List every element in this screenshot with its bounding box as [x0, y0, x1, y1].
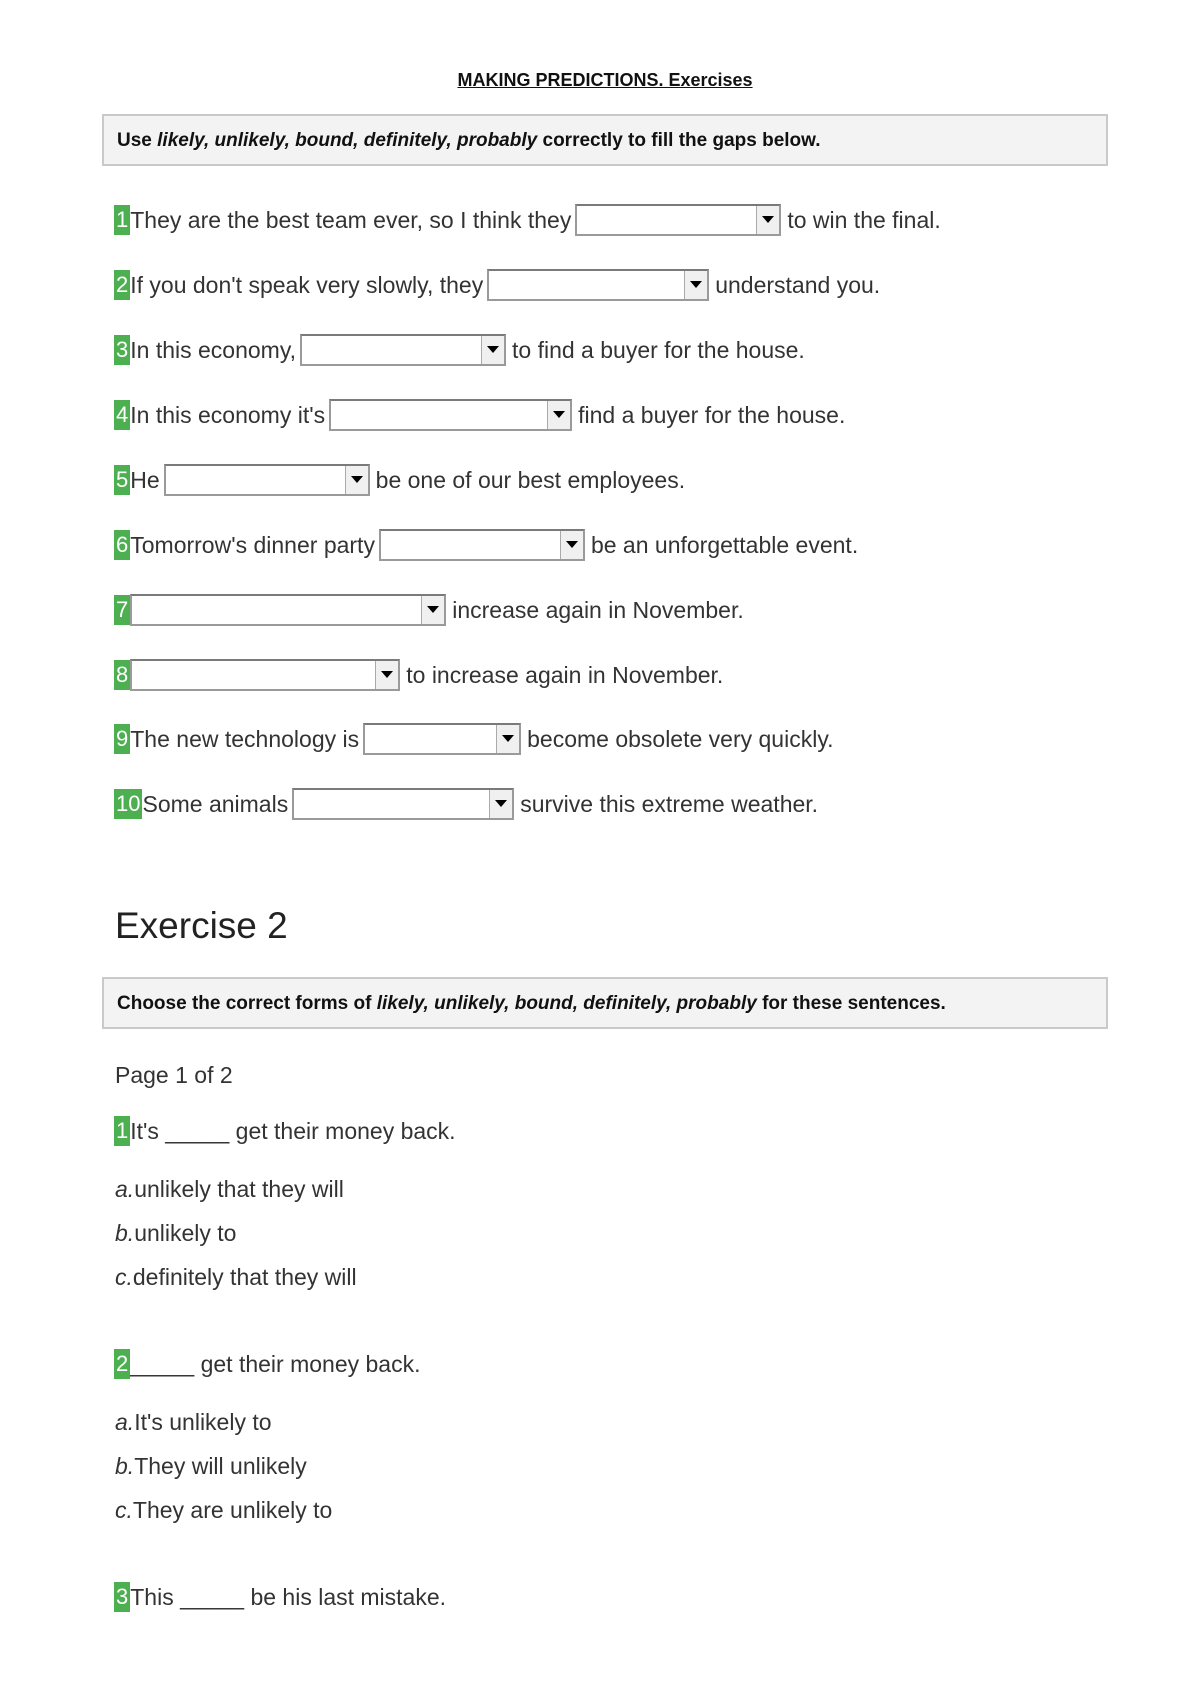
gap-question-3 — [114, 332, 805, 368]
instruction-prefix: Choose the correct forms of — [117, 993, 377, 1014]
mcq-option[interactable] — [115, 1453, 307, 1480]
chevron-down-icon — [560, 531, 583, 559]
question-number: 3 — [114, 335, 130, 365]
answer-dropdown[interactable] — [487, 269, 709, 301]
exercise1-instruction — [102, 114, 1108, 166]
exercise2-instruction — [102, 977, 1108, 1029]
gap-question-7 — [114, 592, 744, 628]
mcq-option[interactable] — [115, 1220, 236, 1247]
mcq-option[interactable] — [115, 1264, 357, 1291]
mcq-question-1 — [114, 1116, 456, 1146]
chevron-down-icon — [496, 725, 519, 753]
option-text: definitely that they will — [132, 1264, 357, 1290]
question-number: 1 — [114, 205, 130, 235]
mcq-option[interactable] — [115, 1409, 272, 1436]
answer-dropdown[interactable] — [379, 529, 585, 561]
answer-dropdown[interactable] — [130, 594, 446, 626]
question-text-before: He — [130, 466, 160, 493]
exercise2-heading: Exercise 2 — [115, 905, 288, 946]
option-text: It's unlikely to — [134, 1409, 272, 1435]
question-text-after: become obsolete very quickly. — [527, 725, 834, 752]
option-letter: b. — [115, 1453, 135, 1479]
question-text-after: to find a buyer for the house. — [512, 336, 805, 363]
question-text-before: Tomorrow's dinner party — [130, 531, 375, 558]
question-text-after: to increase again in November. — [406, 661, 724, 688]
chevron-down-icon — [756, 206, 779, 234]
question-text-before: In this economy it's — [130, 401, 326, 428]
option-letter: a. — [115, 1409, 135, 1435]
answer-dropdown[interactable] — [363, 723, 521, 755]
gap-question-4 — [114, 397, 845, 433]
option-letter: b. — [115, 1220, 135, 1246]
question-text: It's _____ get their money back. — [130, 1117, 456, 1144]
option-text: They are unlikely to — [132, 1497, 333, 1523]
instruction-suffix: for these sentences. — [756, 993, 946, 1014]
question-text-before: Some animals — [142, 790, 289, 817]
chevron-down-icon — [345, 466, 368, 494]
option-text: unlikely to — [134, 1220, 237, 1246]
chevron-down-icon — [684, 271, 707, 299]
chevron-down-icon — [481, 336, 504, 364]
question-number: 2 — [114, 270, 130, 300]
question-number: 10 — [114, 789, 142, 819]
option-text: unlikely that they will — [134, 1176, 344, 1202]
question-text-before: The new technology is — [130, 725, 360, 752]
question-text-after: increase again in November. — [452, 596, 744, 623]
mcq-option[interactable] — [115, 1497, 332, 1524]
instruction-suffix: correctly to fill the gaps below. — [537, 130, 821, 151]
question-text-after: survive this extreme weather. — [520, 790, 819, 817]
mcq-question-2 — [114, 1349, 421, 1379]
answer-dropdown[interactable] — [329, 399, 572, 431]
gap-question-6 — [114, 527, 858, 563]
page-indicator: Page 1 of 2 — [115, 1062, 233, 1088]
question-text-after: be one of our best employees. — [375, 466, 686, 493]
answer-dropdown[interactable] — [292, 788, 514, 820]
option-letter: c. — [115, 1497, 133, 1523]
gap-question-8 — [114, 657, 723, 693]
question-text: This _____ be his last mistake. — [130, 1583, 447, 1610]
question-text-after: be an unforgettable event. — [590, 531, 859, 558]
mcq-question-3 — [114, 1582, 446, 1612]
option-text: They will unlikely — [134, 1453, 307, 1479]
gap-question-10 — [114, 786, 818, 822]
instruction-prefix: Use — [117, 130, 158, 151]
gap-question-2 — [114, 267, 880, 303]
question-text-before: If you don't speak very slowly, they — [130, 271, 484, 298]
chevron-down-icon — [375, 661, 398, 689]
question-number: 9 — [114, 724, 130, 754]
question-number: 8 — [114, 660, 130, 690]
question-number: 3 — [114, 1582, 130, 1612]
answer-dropdown[interactable] — [575, 204, 781, 236]
question-text: _____ get their money back. — [130, 1350, 421, 1377]
chevron-down-icon — [421, 596, 444, 624]
instruction-words: likely, unlikely, bound, definitely, probably — [157, 130, 538, 151]
question-text-after: find a buyer for the house. — [578, 401, 846, 428]
question-number: 1 — [114, 1116, 130, 1146]
instruction-words: likely, unlikely, bound, definitely, probably — [376, 993, 757, 1014]
mcq-option[interactable] — [115, 1176, 344, 1203]
question-text-before: In this economy, — [130, 336, 297, 363]
option-letter: c. — [115, 1264, 133, 1290]
question-text-after: to win the final. — [787, 206, 941, 233]
document-title: MAKING PREDICTIONS. Exercises — [457, 70, 753, 90]
question-text-after: understand you. — [715, 271, 881, 298]
gap-question-1 — [114, 202, 941, 238]
chevron-down-icon — [547, 401, 570, 429]
chevron-down-icon — [489, 790, 512, 818]
gap-question-5 — [114, 462, 685, 498]
gap-question-9 — [114, 721, 834, 757]
question-number: 6 — [114, 530, 130, 560]
option-letter: a. — [115, 1176, 135, 1202]
question-number: 7 — [114, 595, 130, 625]
answer-dropdown[interactable] — [130, 659, 400, 691]
question-number: 4 — [114, 400, 130, 430]
question-number: 2 — [114, 1349, 130, 1379]
question-text-before: They are the best team ever, so I think they — [130, 206, 572, 233]
question-number: 5 — [114, 465, 130, 495]
answer-dropdown[interactable] — [300, 334, 506, 366]
answer-dropdown[interactable] — [164, 464, 370, 496]
